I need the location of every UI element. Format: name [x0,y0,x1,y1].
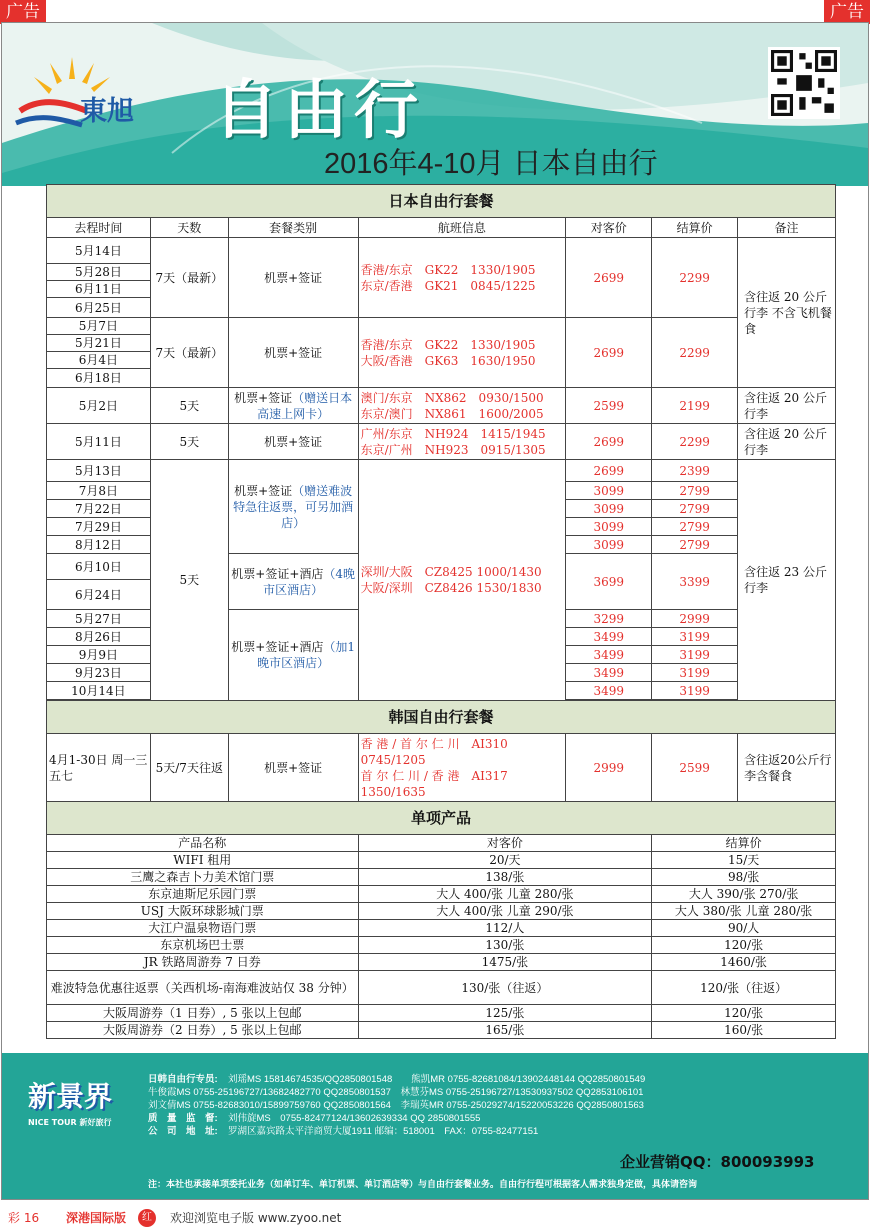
contact-line: 罗湖区嘉宾路太平洋商贸大厦1911 邮编：518001 FAX：0755-82477151 [228,1126,539,1137]
settle-cell: 2299 [652,424,738,460]
price-cell: 2699 [566,460,652,482]
date-cell: 9月23日 [47,664,151,682]
product-settle: 大人 390/张 270/张 [652,886,836,903]
date-cell: 8月12日 [47,536,151,554]
color-badge: 红 [138,1209,156,1227]
contact-line: 刘瑶MS 15814674535/QQ2850801548 熊凯MR 0755-82681084/13902448144 QQ2850801549 [228,1074,646,1085]
date-cell: 5月28日 [47,264,151,281]
contact-line: 牛俊霞MS 0755-25196727/13682482770 QQ2850801537 林慧芬MS 0755-25196727/13530937502 QQ2853106101 [148,1087,644,1098]
price-cell: 3499 [566,646,652,664]
type-extra: （4晚市区酒店） [263,566,356,597]
header-cell: 对客价 [566,218,652,238]
product-settle: 1460/张 [652,954,836,971]
date-cell: 6月24日 [47,580,151,610]
settle-cell: 2299 [652,318,738,388]
flight-cell [358,460,566,701]
flight-cell [358,318,566,388]
footer-banner [2,1053,868,1200]
type-cell [228,554,358,610]
type-cell: 机票+签证 [228,238,358,318]
page-subtitle: 2016年4-10月 日本自由行 [324,148,658,180]
type-cell: 机票+签证 [228,734,358,802]
date-cell: 7月8日 [47,482,151,500]
days-cell: 7天（最新） [150,238,228,318]
product-price: 大人 400/张 儿童 280/张 [358,886,652,903]
flight-cell [358,734,566,802]
header-cell: 航班信息 [358,218,566,238]
product-name: 三鹰之森吉卜力美术馆门票 [47,869,359,886]
product-settle: 90/人 [652,920,836,937]
type-extra: （加1晚市区酒店） [257,640,356,670]
flight-line: 大阪/深圳 CZ8426 1530/1830 [360,581,542,595]
note-cell: 含往返 20 公斤行李 [738,388,836,424]
note-cell: 含往返20公斤行李含餐食 [738,734,836,802]
product-price: 1475/张 [358,954,652,971]
product-settle: 大人 380/张 儿童 280/张 [652,903,836,920]
type-cell [228,610,358,701]
date-cell: 6月25日 [47,298,151,318]
settle-cell: 2799 [652,536,738,554]
type-cell [228,460,358,554]
product-name: USJ 大阪环球影城门票 [47,903,359,920]
date-cell: 6月18日 [47,369,151,388]
page-number: 彩 16 [8,1211,40,1225]
footer-brand-name: 新景界 [28,1080,113,1113]
flight-line: 香 港 / 首 尔 仁 川 AI310 0745/1205 [360,736,508,767]
price-cell: 3699 [566,554,652,610]
flight-cell [358,388,566,424]
header-cell: 去程时间 [47,218,151,238]
date-cell: 9月9日 [47,646,151,664]
price-cell: 2699 [566,238,652,318]
price-cell: 2699 [566,318,652,388]
japan-section-title: 日本自由行套餐 [47,185,836,218]
contact-line: 刘文倩MS 0755-82683010/15899759760 QQ2850801564 李瑞英MR 0755-25029274/15220053226 QQ2850801563 [148,1100,644,1111]
japan-header-row [47,218,836,238]
footer-note: 注：本社也承接单项委托业务（如单订车、单订机票、单订酒店等）与自由行套餐业务。自由行行程可根据客人需求独身定做，具体请咨询 [148,1180,698,1190]
product-settle: 120/张 [652,937,836,954]
product-name: 东京迪斯尼乐园门票 [47,886,359,903]
header-cell: 结算价 [652,218,738,238]
price-cell: 3099 [566,482,652,500]
flight-line: 东京/澳门 NX861 1600/2005 [360,406,544,421]
price-cell: 3099 [566,500,652,518]
footer-brand-sub: NICE TOUR 新好旅行 [28,1118,112,1127]
date-cell: 5月14日 [47,238,151,264]
product-settle: 120/张（往返） [652,971,836,1005]
note-cell: 含往返 23 公斤行李 [738,460,836,701]
settle-cell: 2799 [652,500,738,518]
type-cell [228,388,358,424]
price-cell: 3499 [566,682,652,700]
header-cell: 产品名称 [47,835,359,852]
flight-line: 深圳/大阪 CZ8425 1000/1430 [360,565,542,579]
date-cell: 5月11日 [47,424,151,460]
contact-block [148,1073,645,1138]
brand-logo: 東旭 [80,96,134,127]
qr-code-icon[interactable] [768,47,840,119]
type-extra: （赠送难波特急往返票，可另加酒店） [233,483,354,530]
note-cell: 含往返 20 公斤行李 不含飞机餐食 [738,238,836,388]
settle-cell: 2599 [652,734,738,802]
type-label: 机票+签证+酒店 [231,640,324,654]
korea-section-title: 韩国自由行套餐 [47,701,836,734]
settle-cell: 3199 [652,646,738,664]
company-qq: 企业营销QQ：800093993 [620,1153,815,1171]
product-price: 20/天 [358,852,652,869]
flight-line: 澳门/东京 NX862 0930/1500 [360,390,544,405]
date-cell: 6月11日 [47,281,151,298]
date-cell: 6月4日 [47,352,151,369]
price-table [46,184,836,1039]
header-cell: 备注 [738,218,836,238]
date-cell: 5月2日 [47,388,151,424]
price-cell: 3499 [566,664,652,682]
flight-cell [358,424,566,460]
settle-cell: 3399 [652,554,738,610]
product-price: 大人 400/张 儿童 290/张 [358,903,652,920]
type-label: 机票+签证 [234,483,293,498]
days-cell: 5天 [150,424,228,460]
price-cell: 3099 [566,536,652,554]
product-price: 138/张 [358,869,652,886]
type-label: 机票+签证 [234,390,293,405]
flight-line: 香港/东京 GK22 1330/1905 [360,262,536,277]
date-cell: 7月22日 [47,500,151,518]
flight-line: 东京/香港 GK21 0845/1225 [360,278,536,293]
flight-cell [358,238,566,318]
website-link[interactable]: 欢迎浏览电子版 www.zyoo.net [170,1211,342,1225]
page-title: 自由行 [214,73,424,148]
type-label: 机票+签证+酒店 [231,566,324,581]
contact-key: 日韩自由行专员: [148,1074,218,1085]
product-price: 130/张 [358,937,652,954]
contact-key: 公 司 地 址: [148,1126,218,1137]
product-name: WIFI 租用 [47,852,359,869]
settle-cell: 2799 [652,482,738,500]
product-name: 难波特急优惠往返票（关西机场-南海难波站仅 38 分钟） [47,971,359,1005]
date-cell: 5月21日 [47,335,151,352]
ad-label-right: 广告 [824,0,870,24]
days-cell: 5天 [150,460,228,701]
price-cell: 2599 [566,388,652,424]
flight-line: 首 尔 仁 川 / 香 港 AI317 1350/1635 [360,768,508,799]
settle-cell: 2199 [652,388,738,424]
header-cell: 套餐类别 [228,218,358,238]
product-name: 东京机场巴士票 [47,937,359,954]
product-name: JR 铁路周游券 7 日券 [47,954,359,971]
date-cell: 8月26日 [47,628,151,646]
price-cell: 2699 [566,424,652,460]
flight-line: 香港/东京 GK22 1330/1905 [360,337,536,352]
price-cell: 2999 [566,734,652,802]
settle-cell: 2299 [652,238,738,318]
settle-cell: 3199 [652,628,738,646]
product-name: 大阪周游券（2 日券）, 5 张以上包邮 [47,1022,359,1039]
price-cell: 3299 [566,610,652,628]
type-cell: 机票+签证 [228,318,358,388]
date-cell: 5月27日 [47,610,151,628]
header-cell: 天数 [150,218,228,238]
page-frame [1,22,869,1200]
date-cell: 4月1-30日 周一三五七 [47,734,151,802]
date-cell: 7月29日 [47,518,151,536]
header-cell: 对客价 [358,835,652,852]
product-price: 112/人 [358,920,652,937]
date-cell: 10月14日 [47,682,151,700]
header-banner [2,23,868,186]
contact-line: 刘伟旋MS 0755-82477124/13602639334 QQ 2850801555 [228,1113,481,1124]
days-cell: 5天/7天往返 [150,734,228,802]
settle-cell: 2999 [652,610,738,628]
page-footer [0,1206,870,1230]
type-cell: 机票+签证 [228,424,358,460]
product-price: 165/张 [358,1022,652,1039]
header-cell: 结算价 [652,835,836,852]
contact-key: 质 量 监 督: [148,1113,218,1124]
date-cell: 5月13日 [47,460,151,482]
settle-cell: 2399 [652,460,738,482]
type-extra: （赠送日本高速上网卡） [257,390,353,421]
price-cell: 3099 [566,518,652,536]
product-settle: 160/张 [652,1022,836,1039]
product-settle: 120/张 [652,1005,836,1022]
days-cell: 5天 [150,388,228,424]
settle-cell: 2799 [652,518,738,536]
product-name: 大阪周游券（1 日券）, 5 张以上包邮 [47,1005,359,1022]
days-cell: 7天（最新） [150,318,228,388]
settle-cell: 3199 [652,682,738,700]
edition-label: 深港国际版 [66,1211,127,1225]
product-settle: 15/天 [652,852,836,869]
date-cell: 5月7日 [47,318,151,335]
product-price: 125/张 [358,1005,652,1022]
price-cell: 3499 [566,628,652,646]
flight-line: 广州/东京 NH924 1415/1945 [360,426,546,441]
product-name: 大江户温泉物语门票 [47,920,359,937]
settle-cell: 3199 [652,664,738,682]
flight-line: 东京/广州 NH923 0915/1305 [360,442,546,457]
single-section-title: 单项产品 [47,802,836,835]
product-settle: 98/张 [652,869,836,886]
ad-label-left: 广告 [0,0,46,24]
note-cell: 含往返 20 公斤行李 [738,424,836,460]
footer-brand-logo [28,1075,138,1133]
flight-line: 大阪/香港 GK63 1630/1950 [360,353,536,368]
product-price: 130/张（往返） [358,971,652,1005]
date-cell: 6月10日 [47,554,151,580]
